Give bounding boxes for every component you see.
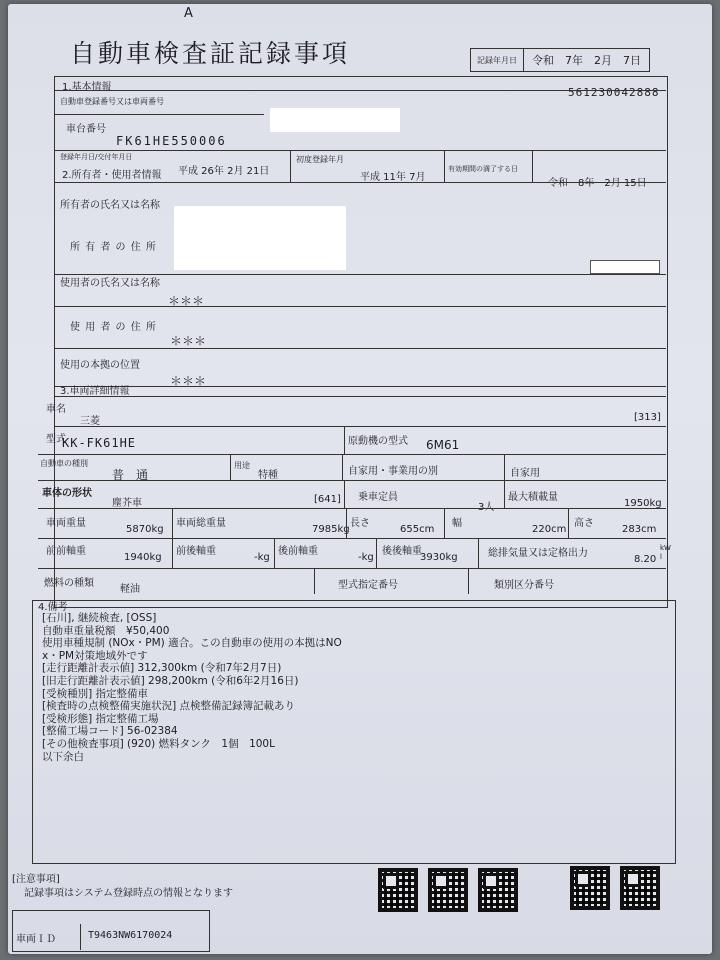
- user-name-label: 使用者の氏名又は名称: [60, 278, 160, 289]
- fuel-type: 軽油: [120, 584, 140, 595]
- user-address: ＊＊＊: [170, 334, 207, 348]
- remark-line: [検査時の点検整備実施状況] 点検整備記録簿記載あり: [42, 700, 296, 713]
- remark-line: [旧走行距離計表示値] 298,200km (令和6年2月16日): [42, 674, 299, 687]
- reg-date: 平成 26年 2月 21日: [178, 166, 270, 177]
- form-mark: A: [184, 6, 193, 21]
- expiry-date: 令和 8年 2月 15日: [548, 178, 647, 189]
- inspection-record-sheet: [8, 4, 712, 954]
- remark-line: [受検形態] 指定整備工場: [42, 712, 159, 725]
- height-label: 高さ: [574, 518, 594, 529]
- remark-line: [整備工場コード] 56-02384: [42, 725, 178, 738]
- qr-code-3: [478, 868, 518, 912]
- body-code: [641]: [314, 494, 341, 505]
- max-load: 1950kg: [624, 498, 662, 509]
- max-load-label: 最大積載量: [508, 492, 558, 503]
- kind-label: 自動車の種別: [40, 459, 88, 468]
- business-label: 自家用・事業用の別: [348, 466, 438, 477]
- class-number-label: 類別区分番号: [494, 580, 554, 591]
- maker: 三菱: [80, 416, 100, 427]
- remark-line: x・PM対策地域外です: [42, 649, 148, 662]
- maker-label: 車名: [46, 404, 66, 415]
- remark-line: 以下余白: [42, 750, 84, 763]
- remarks-list: [42, 612, 342, 763]
- caution-text: 記録事項はシステム登録時点の情報となります: [24, 888, 233, 899]
- front-rear-axle-label: 前後軸重: [176, 546, 216, 557]
- section-basic-info: 1.基本情報: [62, 82, 112, 93]
- body-shape-label: 車体の形状: [42, 488, 92, 499]
- first-reg-date: 平成 11年 7月: [360, 172, 426, 183]
- expiry-label: 有効期間の満了する日: [448, 165, 518, 173]
- width: 220cm: [532, 524, 567, 535]
- rear-rear-axle-label: 後後軸重: [382, 546, 422, 557]
- use-label: 用途: [234, 461, 250, 470]
- maker-code: [313]: [634, 412, 661, 423]
- vehicle-id-label: 車両ＩＤ: [16, 934, 56, 945]
- displacement-unit: kW l: [660, 544, 671, 561]
- gross-weight: 7985kg: [312, 524, 350, 535]
- remark-line: [走行距離計表示値] 312,300km (令和7年2月7日): [42, 662, 282, 675]
- reg-date-label: 登録年月日/交付年月日: [60, 153, 133, 161]
- record-date: 令和 7年 2月 7日: [532, 54, 641, 67]
- first-reg-label: 初度登録年月: [296, 155, 344, 164]
- remark-line: [石川], 継続検査, [OSS]: [42, 612, 157, 624]
- body-shape: 塵芥車: [112, 498, 142, 509]
- remark-line: 使用車種規制 (NOx・PM) 適合。この自動車の使用の本拠はNO: [42, 637, 342, 650]
- section-remarks: 4.備考: [38, 602, 68, 613]
- redacted-reg-no: [270, 108, 400, 132]
- certificate-number: 561230042888: [568, 86, 660, 99]
- caution-title: [注意事項]: [12, 874, 60, 885]
- base-location: ＊＊＊: [170, 374, 207, 388]
- qr-code-5: [620, 866, 660, 910]
- remark-line: 自動車重量税額 ¥50,400: [42, 624, 170, 637]
- vehicle-id: T9463NW6170024: [88, 930, 173, 941]
- chassis-number: FK61HE550006: [116, 134, 227, 148]
- remark-line: [受検種別] 指定整備車: [42, 687, 149, 700]
- base-location-label: 使用の本拠の位置: [60, 360, 140, 371]
- record-date-label: 記録年月日: [471, 49, 524, 71]
- qr-code-4: [570, 866, 610, 910]
- weight-label: 車両重量: [46, 518, 86, 529]
- qr-code-2: [428, 868, 468, 912]
- fuel-label: 燃料の種類: [44, 578, 94, 589]
- height: 283cm: [622, 524, 657, 535]
- reg-no-label: 自動車登録番号又は車両番号: [60, 97, 164, 106]
- length-label: 長さ: [350, 518, 370, 529]
- front-front-axle-label: 前前軸重: [46, 546, 86, 557]
- document-title: 自動車検査証記録事項: [70, 39, 351, 68]
- displacement-label: 総排気量又は定格出力: [488, 548, 588, 559]
- redacted-owner: [174, 206, 346, 270]
- model: KK-FK61HE: [62, 436, 137, 450]
- user-address-label: 使 用 者 の 住 所: [70, 322, 157, 333]
- width-label: 幅: [452, 518, 462, 529]
- user-name: ＊＊＊: [168, 294, 205, 308]
- front-front-axle: 1940kg: [124, 552, 162, 563]
- business-type: 自家用: [510, 468, 540, 479]
- qr-code-1: [378, 868, 418, 912]
- section-owner-user: 2.所有者・使用者情報: [62, 170, 162, 181]
- owner-address-label: 所 有 者 の 住 所: [70, 242, 157, 253]
- redacted-code: [590, 260, 660, 274]
- chassis-label: 車台番号: [66, 124, 106, 135]
- gross-weight-label: 車両総重量: [176, 518, 226, 529]
- engine-model: 6M61: [426, 438, 460, 452]
- section-vehicle-details: 3.車両詳細情報: [60, 386, 130, 397]
- capacity-label: 乗車定員: [358, 492, 398, 503]
- rear-front-axle-label: 後前軸重: [278, 546, 318, 557]
- vehicle-weight: 5870kg: [126, 524, 164, 535]
- record-date-box: [470, 48, 650, 72]
- type-number-label: 型式指定番号: [338, 580, 398, 591]
- rear-rear-axle: 3930kg: [420, 552, 458, 563]
- use: 特種: [258, 470, 278, 481]
- front-rear-axle: -kg: [254, 552, 270, 563]
- remark-line: [その他検査事項] (920) 燃料タンク 1個 100L: [42, 737, 275, 750]
- length: 655cm: [400, 524, 435, 535]
- model-label: 型式: [46, 434, 66, 445]
- owner-name-label: 所有者の氏名又は名称: [60, 200, 160, 211]
- rear-front-axle: -kg: [358, 552, 374, 563]
- engine-label: 原動機の型式: [348, 436, 408, 447]
- displacement: 8.20: [634, 554, 657, 565]
- vehicle-kind: 普 通: [112, 468, 149, 482]
- capacity: 3人: [478, 502, 495, 513]
